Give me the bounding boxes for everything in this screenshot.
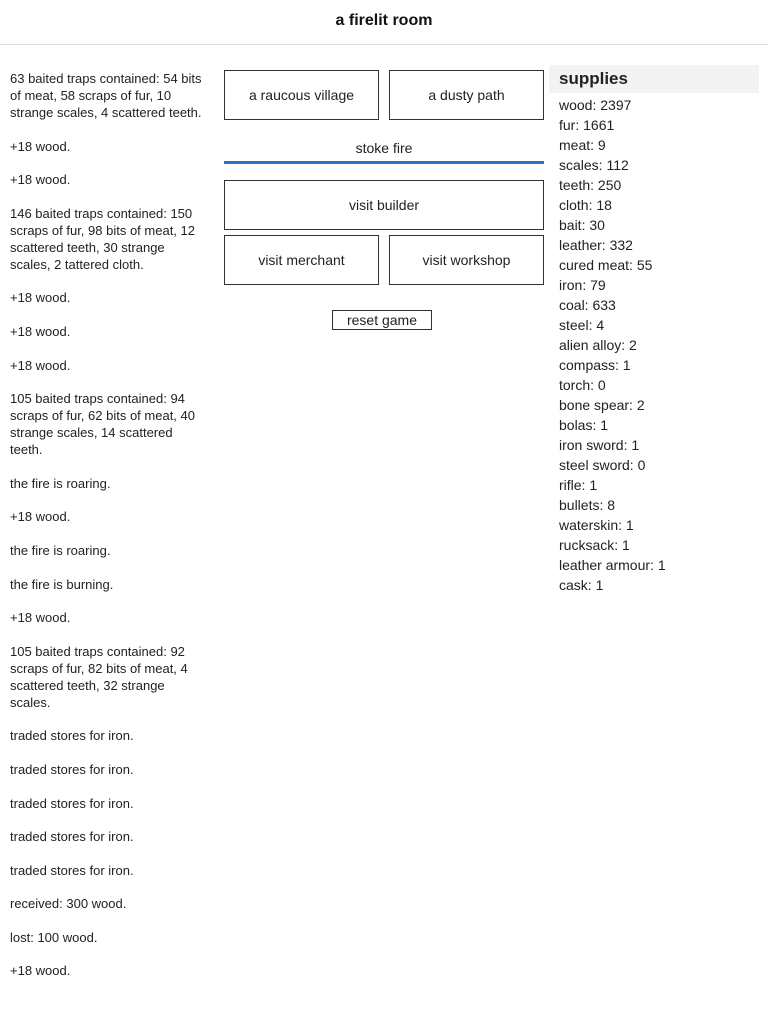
log-entry: the fire is roaring. — [10, 542, 111, 558]
supplies-panel — [549, 65, 759, 595]
log-entry: +18 wood. — [10, 172, 71, 188]
log-entry: the fire is roaring. — [10, 475, 111, 491]
log-entry: traded stores for iron. — [10, 862, 134, 878]
header — [0, 0, 768, 45]
supply-row: leather: 332 — [559, 237, 633, 253]
visit-workshop-button[interactable]: visit workshop — [389, 235, 544, 285]
supply-row: coal: 633 — [559, 297, 616, 313]
supply-row: bait: 30 — [559, 217, 605, 233]
log-entry: +18 wood. — [10, 323, 71, 339]
log-entry: the fire is burning. — [10, 576, 114, 592]
log-entry: 105 baited traps contained: 92 scraps of fur, 82 bits of meat, 4 scattered teeth, 32 strange scales. — [10, 643, 188, 710]
log-entry: +18 wood. — [10, 138, 71, 154]
supply-row: bone spear: 2 — [559, 397, 645, 413]
page-title: a firelit room — [335, 12, 433, 29]
log-entry: +18 wood. — [10, 509, 71, 525]
supply-row: cask: 1 — [559, 577, 604, 593]
log-entry: +18 wood. — [10, 963, 71, 979]
supply-row: teeth: 250 — [559, 177, 622, 193]
log-entry: +18 wood. — [10, 610, 71, 626]
supply-row: leather armour: 1 — [559, 557, 666, 573]
supply-row: scales: 112 — [559, 157, 629, 173]
supply-row: cloth: 18 — [559, 197, 612, 213]
log-entry: 146 baited traps contained: 150 scraps of fur, 98 bits of meat, 12 scattered teeth, 30 strange scales, 2 tattered cloth. — [10, 205, 195, 272]
supply-row: iron sword: 1 — [559, 437, 640, 453]
supply-row: steel: 4 — [559, 317, 605, 333]
log-entry: traded stores for iron. — [10, 795, 134, 811]
log-entry: lost: 100 wood. — [10, 929, 98, 945]
log-entry: 105 baited traps contained: 94 scraps of fur, 62 bits of meat, 40 strange scales, 14 scattered teeth. — [10, 391, 195, 458]
supply-row: alien alloy: 2 — [559, 337, 637, 353]
supply-row: cured meat: 55 — [559, 257, 653, 273]
supply-row: rifle: 1 — [559, 477, 598, 493]
supplies-list — [549, 93, 759, 595]
stoke-fire-button[interactable] — [224, 140, 544, 164]
supply-row: steel sword: 0 — [559, 457, 646, 473]
supply-row: iron: 79 — [559, 277, 606, 293]
supply-row: meat: 9 — [559, 137, 606, 153]
event-log — [10, 70, 208, 996]
stoke-fire-label: stoke fire — [355, 140, 413, 156]
log-entry: traded stores for iron. — [10, 728, 134, 744]
supply-row: bullets: 8 — [559, 497, 616, 513]
supply-row: bolas: 1 — [559, 417, 609, 433]
log-entry: received: 300 wood. — [10, 896, 127, 912]
location-path-button[interactable]: a dusty path — [389, 70, 544, 120]
log-entry: 63 baited traps contained: 54 bits of meat, 58 scraps of fur, 10 strange scales, 4 scattered teeth. — [10, 71, 202, 120]
supplies-heading: supplies — [549, 65, 759, 93]
log-entry: traded stores for iron. — [10, 761, 134, 777]
supply-row: torch: 0 — [559, 377, 606, 393]
log-entry: traded stores for iron. — [10, 829, 134, 845]
log-entry: +18 wood. — [10, 290, 71, 306]
location-village-button[interactable]: a raucous village — [224, 70, 379, 120]
supply-row: compass: 1 — [559, 357, 631, 373]
supply-row: wood: 2397 — [559, 97, 632, 113]
stoke-cooldown-bar — [224, 161, 544, 164]
log-entry: +18 wood. — [10, 357, 71, 373]
supply-row: fur: 1661 — [559, 117, 615, 133]
visit-merchant-button[interactable]: visit merchant — [224, 235, 379, 285]
visit-builder-button[interactable]: visit builder — [224, 180, 544, 230]
supply-row: rucksack: 1 — [559, 537, 630, 553]
supply-row: waterskin: 1 — [559, 517, 634, 533]
reset-game-button[interactable]: reset game — [332, 310, 432, 330]
